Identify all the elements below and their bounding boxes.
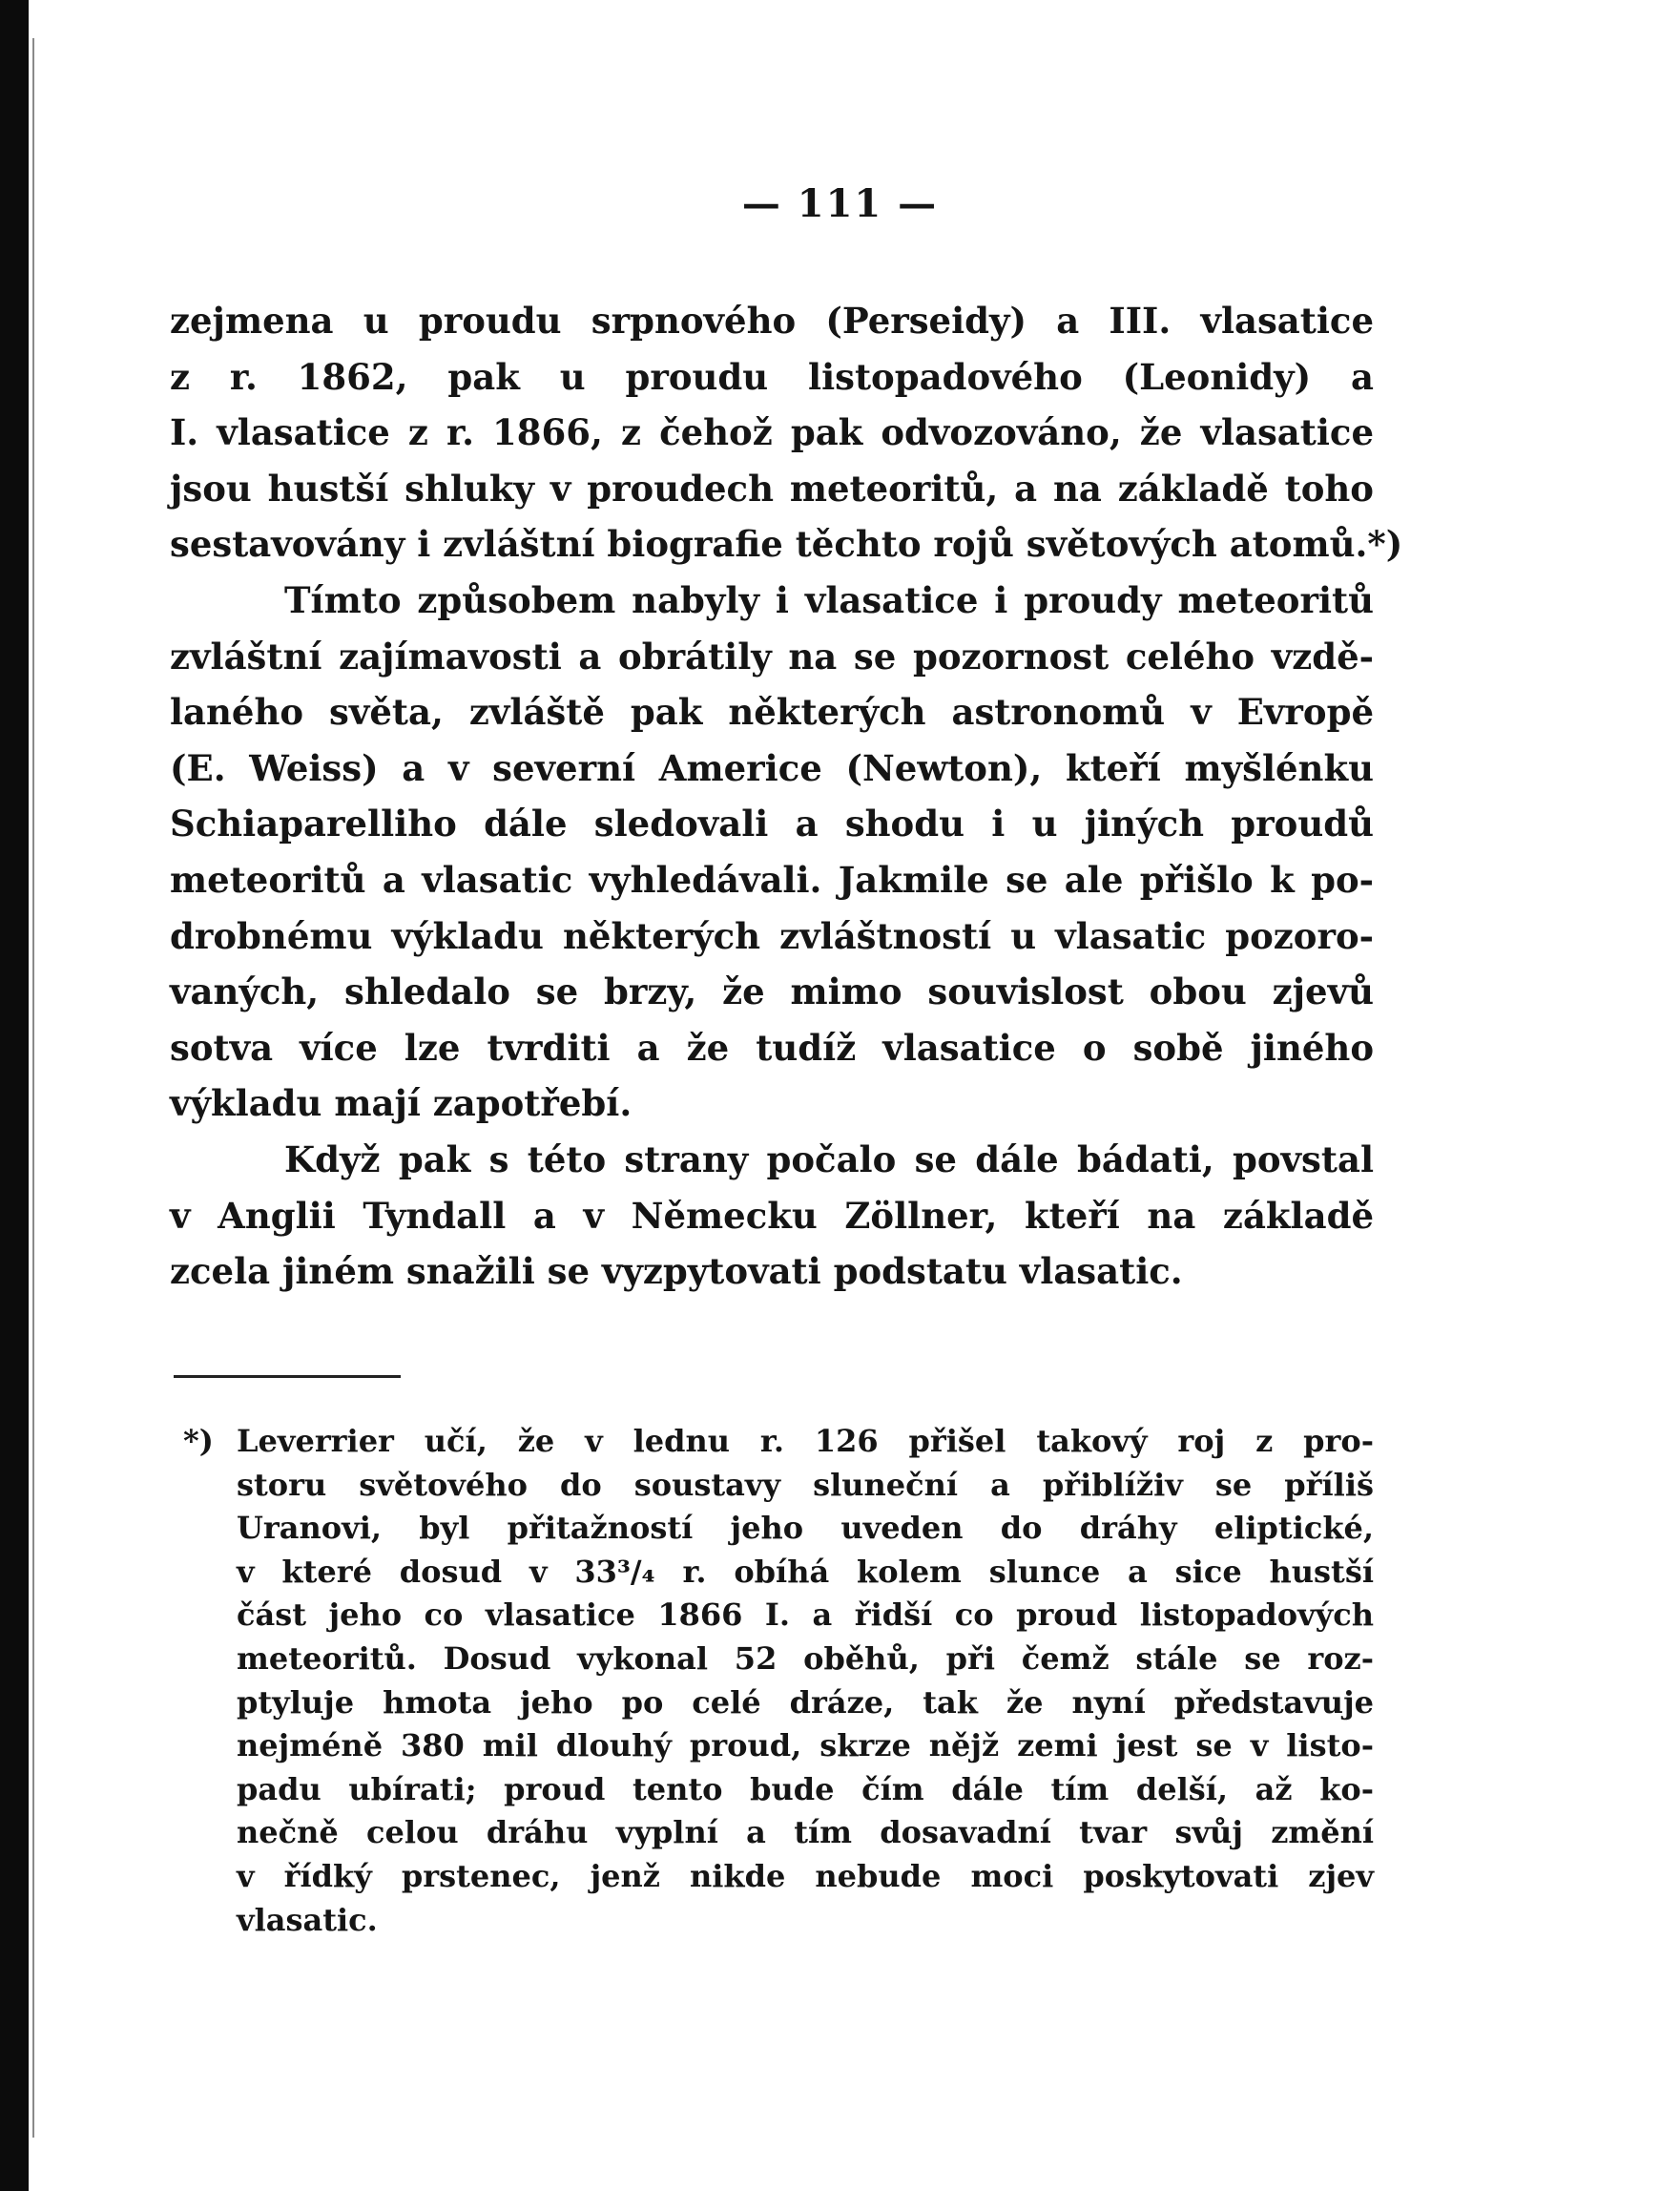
footnote-line: padu ubírati; proud tento bude čím dále tím delší, až ko-	[237, 1770, 1374, 1807]
footnote-line: Leverrier učí, že v lednu r. 126 přišel takový roj z pro-	[237, 1423, 1374, 1459]
text-line: z r. 1862, pak u proudu listopadového (Leonidy) a	[170, 355, 1374, 398]
text-line: zvláštní zajímavosti a obrátily na se pozornost celého vzdě-	[170, 635, 1374, 678]
text-line: výkladu mají zapotřebí.	[170, 1082, 633, 1125]
text-line: vaných, shledalo se brzy, že mimo souvislost obou zjevů	[170, 970, 1374, 1013]
text-line: (E. Weiss) a v severní Americe (Newton), kteří myšlénku	[170, 746, 1374, 789]
main-text	[170, 293, 1403, 1300]
footnote-divider	[174, 1375, 401, 1378]
text-line: Tímto způsobem nabyly i vlasatice i proudy meteoritů	[284, 578, 1374, 621]
text-line: zejmena u proudu srpnového (Perseidy) a III. vlasatice	[170, 300, 1374, 342]
text-line: laného světa, zvláště pak některých astronomů v Evropě	[170, 691, 1374, 734]
text-line: zcela jiném snažili se vyzpytovati podstatu vlasatic.	[170, 1250, 1183, 1293]
text-line: v Anglii Tyndall a v Německu Zöllner, kteří na základě	[170, 1194, 1374, 1237]
footnote-line: vlasatic.	[237, 1901, 378, 1938]
footnote-line: v které dosud v 33³/₄ r. obíhá kolem slunce a sice hustší	[237, 1553, 1374, 1590]
text-line: I. vlasatice z r. 1866, z čehož pak odvozováno, že vlasatice	[170, 411, 1374, 454]
footnote	[183, 1420, 1374, 1942]
text-line: jsou hustší shluky v proudech meteoritů, a na základě toho	[170, 467, 1374, 510]
text-line: sestavovány i zvláštní biografie těchto rojů světových atomů.*)	[170, 523, 1403, 566]
text-line: Když pak s této strany počalo se dále bádati, povstal	[284, 1137, 1374, 1180]
footnote-marker: *)	[183, 1423, 214, 1459]
scan-edge-line	[32, 38, 34, 2138]
footnote-line: storu světového do soustavy sluneční a přiblíživ se příliš	[237, 1466, 1374, 1503]
scan-edge-shadow	[0, 0, 29, 2191]
footnote-line: část jeho co vlasatice 1866 I. a řidší co proud listopadových	[237, 1596, 1374, 1634]
page-number: — 111 —	[741, 181, 939, 226]
text-line: meteoritů a vlasatic vyhledávali. Jakmile se ale přišlo k po-	[170, 858, 1374, 901]
text-line: Schiaparelliho dále sledovali a shodu i u jiných proudů	[170, 803, 1374, 845]
footnote-line: v řídký prstenec, jenž nikde nebude moci poskytovati zjev	[237, 1857, 1374, 1894]
text-line: drobnému výkladu některých zvláštností u vlasatic pozoro-	[170, 914, 1374, 957]
footnote-line: meteoritů. Dosud vykonal 52 oběhů, při čemž stále se roz-	[237, 1639, 1374, 1677]
footnote-line: nejméně 380 mil dlouhý proud, skrze nějž zemi jest se v listo-	[237, 1727, 1374, 1764]
footnote-line: ptyluje hmota jeho po celé dráze, tak že nyní představuje	[237, 1683, 1374, 1721]
text-line: sotva více lze tvrditi a že tudíž vlasatice o sobě jiného	[170, 1026, 1374, 1069]
footnote-line: Uranovi, byl přitažností jeho uveden do dráhy eliptické,	[237, 1510, 1374, 1547]
footnote-line: nečně celou dráhu vyplní a tím dosavadní tvar svůj změní	[237, 1814, 1374, 1851]
